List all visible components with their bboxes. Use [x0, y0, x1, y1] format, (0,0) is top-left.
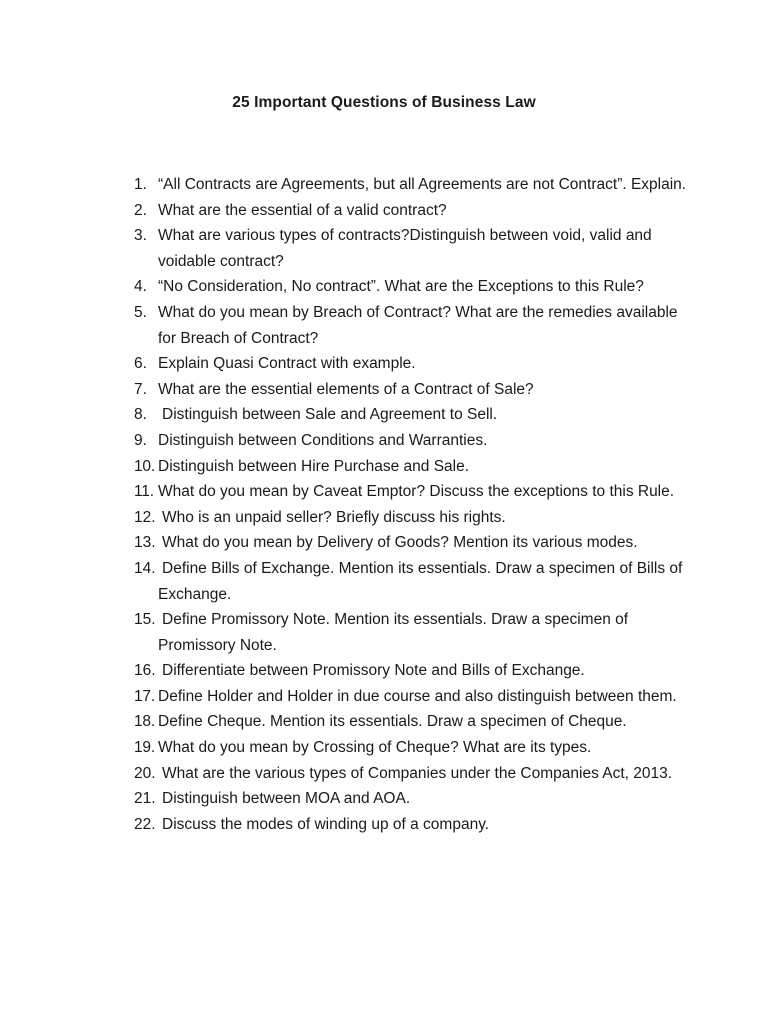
question-number: 22. [134, 815, 156, 833]
question-text: What do you mean by Crossing of Cheque? What are its types. [158, 739, 592, 757]
question-text: Distinguish between Sale and Agreement to Sell. [162, 406, 498, 424]
question-number: 3. [134, 227, 147, 245]
question-text: Define Bills of Exchange. Mention its essentials. Draw a specimen of Bills of Exchange. [158, 559, 683, 603]
question-number: 14. [134, 559, 156, 577]
document-title: 25 Important Questions of Business Law [232, 94, 536, 111]
list-item [134, 709, 694, 735]
question-text: Distinguish between Conditions and Warranties. [158, 431, 488, 449]
list-item [134, 761, 694, 787]
question-number: 6. [134, 355, 147, 373]
question-text: “All Contracts are Agreements, but all Agreements are not Contract”. Explain. [158, 176, 687, 193]
question-text: What are the essential elements of a Contract of Sale? [158, 380, 534, 398]
list-item [134, 786, 694, 812]
question-text: Explain Quasi Contract with example. [158, 355, 416, 373]
question-number: 15. [134, 611, 156, 629]
question-number: 20. [134, 764, 156, 782]
question-text: What do you mean by Caveat Emptor? Discuss the exceptions to this Rule. [158, 483, 675, 501]
list-item [134, 300, 694, 351]
question-list [134, 172, 694, 837]
list-item [134, 428, 694, 454]
list-item [134, 556, 694, 607]
list-item [134, 658, 694, 684]
list-item [134, 402, 694, 428]
question-text: Distinguish between Hire Purchase and Sale. [158, 457, 470, 475]
list-item [134, 454, 694, 480]
question-number: 18. [134, 713, 155, 731]
list-item [134, 530, 694, 556]
list-item [134, 223, 694, 274]
list-item [134, 274, 694, 300]
question-number: 16. [134, 662, 156, 680]
question-text: Differentiate between Promissory Note and Bills of Exchange. [162, 662, 585, 680]
question-text: What are various types of contracts?Distinguish between void, valid and voidable contract? [158, 227, 652, 270]
question-number: 12. [134, 508, 156, 526]
question-text: Who is an unpaid seller? Briefly discuss his rights. [162, 508, 506, 526]
question-number: 19. [134, 739, 155, 757]
list-item [134, 812, 694, 838]
list-item [134, 172, 694, 198]
list-item [134, 684, 694, 710]
question-text: Define Cheque. Mention its essentials. Draw a specimen of Cheque. [158, 713, 627, 731]
question-number: 7. [134, 380, 147, 398]
question-number: 5. [134, 303, 147, 321]
question-text: Discuss the modes of winding up of a company. [162, 815, 490, 833]
question-text: Distinguish between MOA and AOA. [162, 790, 411, 808]
question-number: 11. [134, 483, 154, 501]
question-text: What are the essential of a valid contract? [158, 201, 447, 219]
list-item [134, 505, 694, 531]
question-number: 17. [134, 687, 155, 705]
question-number: 2. [134, 201, 147, 219]
question-text: What do you mean by Breach of Contract? What are the remedies available for Breach of Contract? [158, 303, 678, 347]
question-number: 4. [134, 278, 147, 296]
question-number: 13. [134, 534, 156, 552]
list-item [134, 351, 694, 377]
list-item [134, 377, 694, 403]
list-item [134, 735, 694, 761]
list-item [134, 198, 694, 224]
question-text: Define Holder and Holder in due course and also distinguish between them. [158, 687, 677, 705]
question-number: 10. [134, 457, 155, 475]
question-text: What are the various types of Companies under the Companies Act, 2013. [162, 764, 673, 782]
question-text: “No Consideration, No contract”. What are the Exceptions to this Rule? [158, 278, 644, 296]
question-number: 21. [134, 790, 156, 808]
question-text: Define Promissory Note. Mention its essentials. Draw a specimen of Promissory Note. [158, 611, 629, 654]
list-item [134, 479, 694, 505]
question-text: What do you mean by Delivery of Goods? Mention its various modes. [162, 534, 638, 552]
question-number: 8. [134, 406, 147, 424]
question-number: 9. [134, 431, 147, 449]
question-number: 1. [134, 176, 147, 193]
list-item [134, 607, 694, 658]
